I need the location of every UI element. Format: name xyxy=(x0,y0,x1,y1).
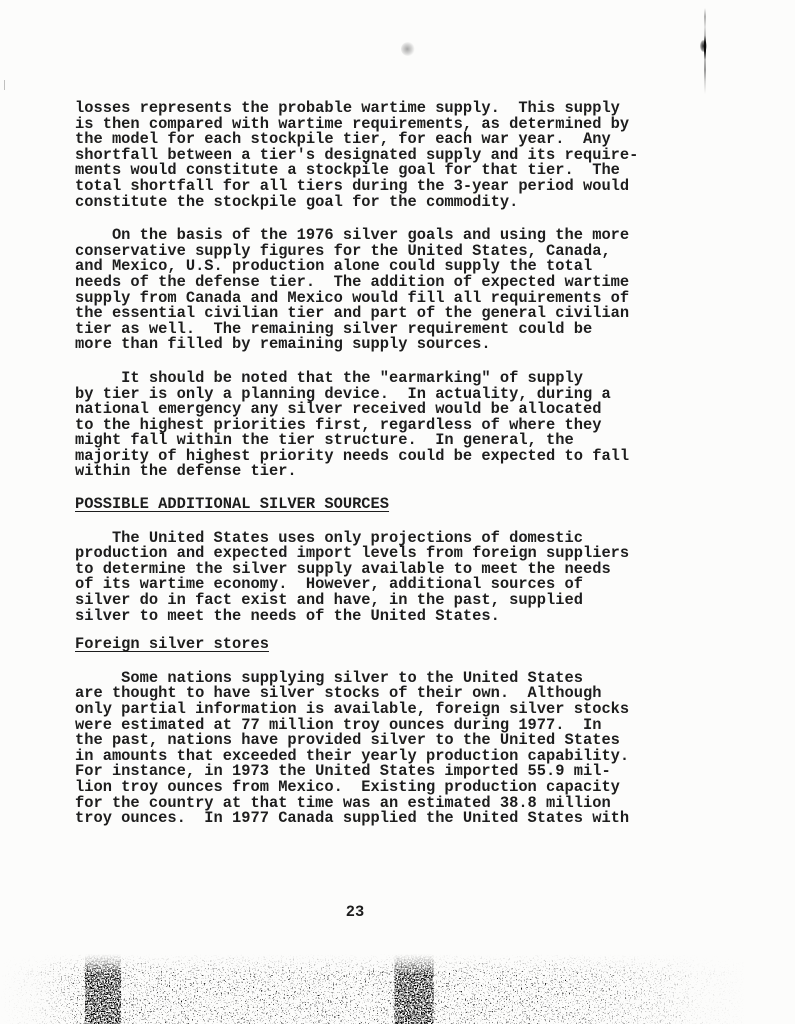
scan-noise-band-artifact xyxy=(0,954,795,1024)
text-line: Some nations supplying silver to the United States xyxy=(75,668,583,687)
text-line: within the defense tier. xyxy=(75,462,297,481)
text-line: the model for each stockpile tier, for each war year. Any xyxy=(75,130,611,149)
text-line: tier as well. The remaining silver requirement could be xyxy=(75,319,593,338)
text-line: and Mexico, U.S. production alone could supply the total xyxy=(75,257,593,276)
text-line: total shortfall for all tiers during the 3-year period would xyxy=(75,176,630,195)
text-line: It should be noted that the "earmarking" of supply xyxy=(75,368,583,387)
section-heading: POSSIBLE ADDITIONAL SILVER SOURCES xyxy=(75,495,390,514)
text-line: majority of highest priority needs could be expected to fall xyxy=(75,446,630,465)
text-line: are thought to have silver stocks of their own. Although xyxy=(75,684,602,703)
text-line: needs of the defense tier. The addition of expected wartime xyxy=(75,272,630,291)
text-line: silver do in fact exist and have, in the past, supplied xyxy=(75,591,583,610)
text-line: ments would constitute a stockpile goal for that tier. The xyxy=(75,161,620,180)
text-line: might fall within the tier structure. In general, the xyxy=(75,431,574,450)
text-line: only partial information is available, foreign silver stocks xyxy=(75,700,630,718)
text-line: were estimated at 77 million troy ounces during 1977. In xyxy=(75,715,602,734)
sub-section-heading: Foreign silver stores xyxy=(75,635,269,654)
text-line: the essential civilian tier and part of the general civilian xyxy=(75,304,630,323)
text-line: production and expected import levels from foreign suppliers xyxy=(75,544,630,563)
text-line: silver to meet the needs of the United States. xyxy=(75,606,500,625)
paragraph xyxy=(75,368,645,481)
text-line: in amounts that exceeded their yearly production capability. xyxy=(75,746,630,765)
paragraph xyxy=(75,528,645,625)
document-body xyxy=(75,101,645,827)
paragraph xyxy=(75,668,645,828)
text-line: shortfall between a tier's designated supply and its require- xyxy=(75,145,639,164)
text-line: to the highest priorities first, regardless of where they xyxy=(75,415,602,434)
text-line: supply from Canada and Mexico would fill all requirements of xyxy=(75,288,630,307)
text-line: conservative supply figures for the United States, Canada, xyxy=(75,241,611,260)
text-line: For instance, in 1973 the United States imported 55.9 mil- xyxy=(75,762,611,781)
page-number: 23 xyxy=(345,903,365,921)
text-line: constitute the stockpile goal for the commodity. xyxy=(75,192,519,211)
text-line: lion troy ounces from Mexico. Existing production capacity xyxy=(75,777,620,796)
paragraph xyxy=(75,101,645,210)
text-line: The United States uses only projections of domestic xyxy=(75,528,583,547)
paragraph xyxy=(75,228,645,353)
scan-edge-tick-artifact xyxy=(4,80,5,90)
text-line: by tier is only a planning device. In actuality, during a xyxy=(75,384,611,403)
text-line: of its wartime economy. However, additional sources of xyxy=(75,575,583,594)
text-line: troy ounces. In 1977 Canada supplied the United States with xyxy=(75,809,630,828)
text-line: national emergency any silver received would be allocated xyxy=(75,400,602,419)
text-line: On the basis of the 1976 silver goals and using the more xyxy=(75,226,630,245)
text-line: losses represents the probable wartime supply. This supply xyxy=(75,99,620,117)
scan-smudge-artifact xyxy=(401,42,415,56)
text-line: more than filled by remaining supply sources. xyxy=(75,335,491,354)
text-line: is then compared with wartime requirements, as determined by xyxy=(75,114,630,133)
scan-scratch-blob-artifact xyxy=(700,40,707,52)
text-line: to determine the silver supply available to meet the needs xyxy=(75,559,611,578)
text-line: for the country at that time was an estimated 38.8 million xyxy=(75,793,611,812)
text-line: the past, nations have provided silver to the United States xyxy=(75,731,620,750)
